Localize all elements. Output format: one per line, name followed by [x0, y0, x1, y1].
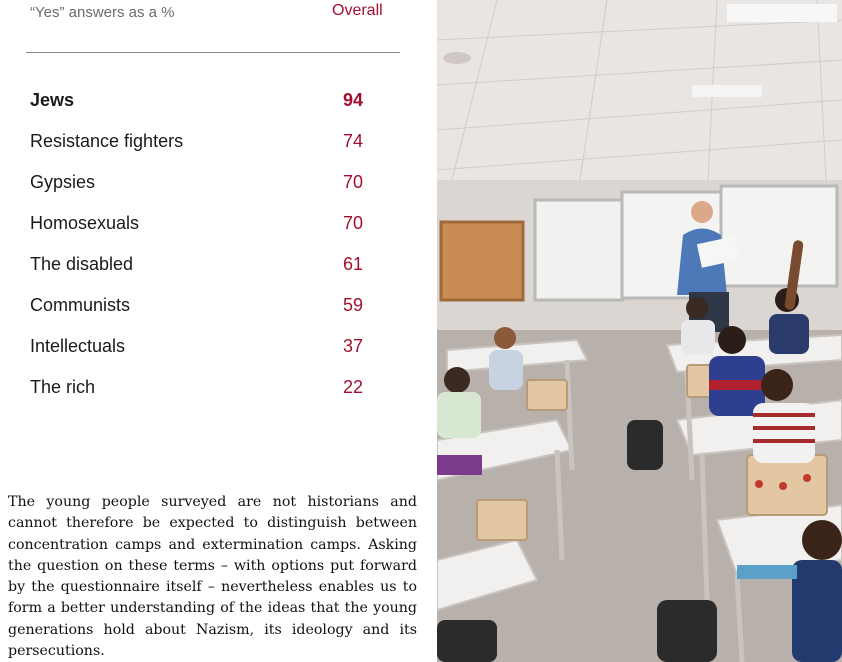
- row-value: 59: [342, 295, 363, 315]
- table-row: [30, 203, 370, 244]
- column-header-answers: “Yes” answers as a %: [30, 4, 175, 21]
- row-label: Resistance fighters: [30, 131, 184, 151]
- table-row: [30, 80, 370, 121]
- row-value: 70: [342, 172, 363, 192]
- table-row: [30, 285, 370, 326]
- row-value: 61: [342, 254, 363, 274]
- row-label: The disabled: [30, 254, 134, 274]
- row-value: 22: [342, 377, 363, 397]
- body-paragraph: The young people surveyed are not historians and cannot therefore be expected to distinguish between concentration camps and extermination camps. Asking the question on these terms – with options put forward by the questionnaire itself – nevertheless enables us to form a better understanding of the ideas that the young generations hold about Nazism, its ideology and its persecutions.: [8, 494, 417, 660]
- row-value: 74: [342, 131, 363, 151]
- classroom-photo: [437, 0, 842, 662]
- table-row: [30, 244, 370, 285]
- results-table: [30, 80, 370, 408]
- row-label: Gypsies: [30, 172, 96, 192]
- table-row: [30, 162, 370, 203]
- row-label: Jews: [30, 90, 75, 110]
- column-header-overall: Overall: [332, 2, 383, 19]
- table-row: [30, 121, 370, 162]
- row-label: Intellectuals: [30, 336, 126, 356]
- header-divider: [26, 52, 400, 53]
- row-value: 37: [342, 336, 363, 356]
- row-label: Communists: [30, 295, 131, 315]
- table-row: [30, 367, 370, 408]
- table-row: [30, 326, 370, 367]
- row-value: 94: [342, 90, 363, 110]
- row-value: 70: [342, 213, 363, 233]
- row-label: The rich: [30, 377, 96, 397]
- row-label: Homosexuals: [30, 213, 140, 233]
